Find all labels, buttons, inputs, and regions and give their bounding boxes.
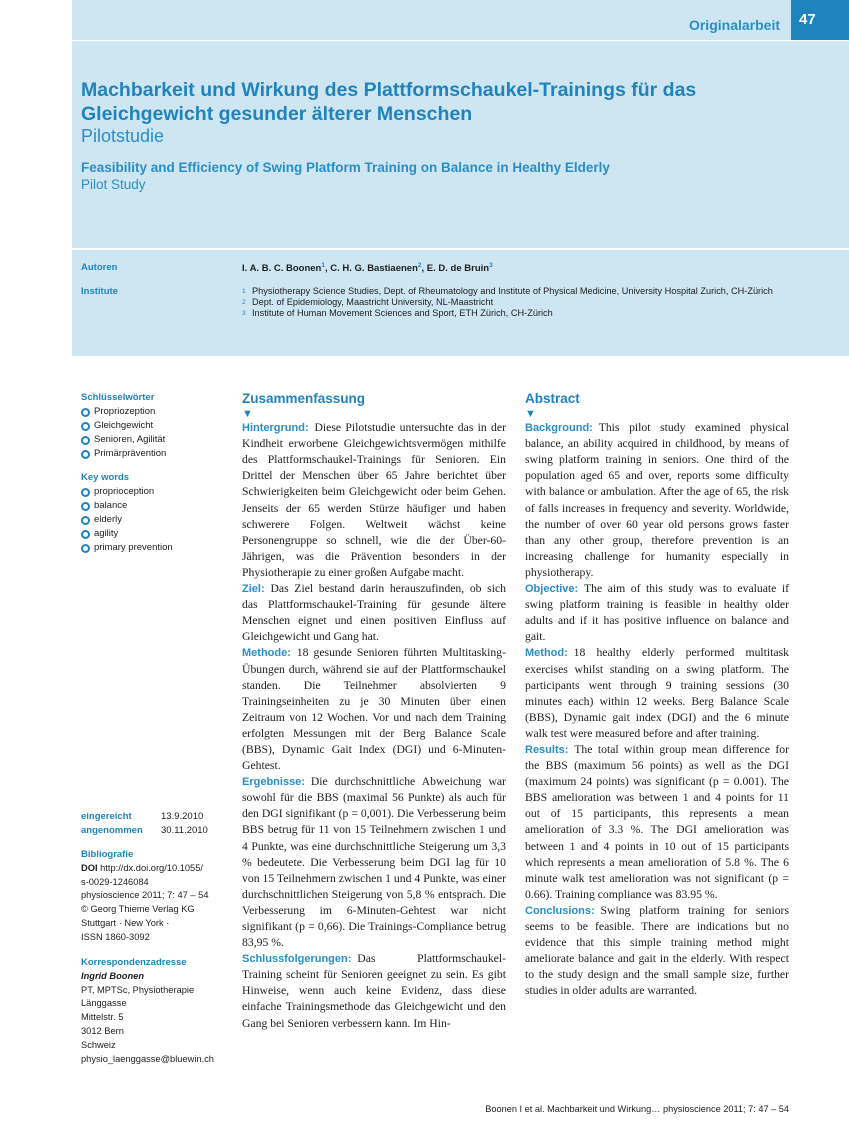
keyword-item bbox=[81, 541, 231, 555]
abstract-section bbox=[525, 742, 789, 903]
copyright: © Georg Thieme Verlag KG bbox=[81, 904, 195, 915]
institute-number: 1 bbox=[242, 288, 246, 295]
author-affiliation: 3 bbox=[489, 262, 493, 269]
abstract-column bbox=[525, 391, 789, 999]
section-label: Hintergrund: bbox=[242, 422, 309, 435]
section-text: Die durchschnittliche Abweichung war sowohl für die BBS (maximal 56 Punkte) als auch für den DGI signifikant (p = 0,001). Die Verbesserung beim BBS betrug für 11 von 15 Teilnehmern zwischen 1 und 4 Punkte, was eine durchschnittliche Steigerung um 3,3 % bedeutete. Die Verbesserung beim DGI lag für 10 von 15 Teilnehmern zwischen 1 und 4 Punkte, was einer durchschnittlichen Steigerung von 5,8 % entsprach. Die Verbesserung im 6-Minuten-Gehtest war nicht signifikant (p = 0,66). Die Trainings-Compliance betrug 83,95 %. bbox=[242, 775, 506, 950]
section-label: Originalarbeit bbox=[688, 17, 780, 33]
correspondence-block bbox=[81, 956, 241, 1066]
section-label: Results: bbox=[525, 743, 569, 756]
keyword-text: Propriozeption bbox=[94, 406, 156, 417]
keyword-item bbox=[81, 499, 231, 513]
english-title: Feasibility and Efficiency of Swing Platform Training on Balance in Healthy Elderly bbox=[81, 160, 610, 175]
keyword-text: balance bbox=[94, 500, 128, 511]
keyword-item bbox=[81, 405, 231, 419]
institutes-label: Institute bbox=[81, 286, 118, 297]
dates-block bbox=[81, 810, 208, 838]
bibliography-block bbox=[81, 848, 231, 945]
correspondence-line: physio_laenggasse@bluewin.ch bbox=[81, 1053, 214, 1064]
bibliography-heading: Bibliografie bbox=[81, 849, 134, 860]
circle-bullet-icon bbox=[81, 488, 90, 497]
keyword-text: elderly bbox=[94, 514, 122, 525]
keyword-text: Senioren, Agilität bbox=[94, 434, 166, 445]
circle-bullet-icon bbox=[81, 502, 90, 511]
institute-number: 2 bbox=[242, 299, 246, 306]
abstract-section bbox=[525, 581, 789, 645]
abstract-section bbox=[242, 774, 506, 951]
keyword-text: proprioception bbox=[94, 486, 155, 497]
institute-text: Institute of Human Movement Sciences and Sport, ETH Zürich, CH-Zürich bbox=[252, 308, 553, 318]
article-title: Machbarkeit und Wirkung des Plattformschaukel-Trainings für das Gleichgewicht gesunder älterer Menschen bbox=[81, 79, 697, 125]
institute-number: 3 bbox=[242, 310, 246, 317]
circle-bullet-icon bbox=[81, 516, 90, 525]
keyword-text: primary prevention bbox=[94, 542, 173, 553]
abstract-section bbox=[525, 903, 789, 1000]
doi-suffix: s-0029-1246084 bbox=[81, 876, 149, 887]
circle-bullet-icon bbox=[81, 530, 90, 539]
section-text: Swing platform training for seniors seems to be feasible. There are indications but no evidence that this simple training method might ameliorate balance and gait in the elderly. With respect to the study design and the small sample size, further studies in older adults are warranted. bbox=[525, 903, 789, 998]
english-subtitle: Pilot Study bbox=[81, 177, 146, 192]
abstract-heading: Abstract bbox=[525, 391, 580, 406]
doi-link[interactable]: http://dx.doi.org/10.1055/ bbox=[100, 862, 203, 873]
keyword-item bbox=[81, 447, 231, 461]
author-name: C. H. G. Bastiaenen bbox=[330, 263, 418, 275]
zusammenfassung-heading: Zusammenfassung bbox=[242, 391, 366, 406]
correspondence-line: PT, MPTSc, Physiotherapie bbox=[81, 984, 195, 995]
section-text: The total within group mean difference for the BBS (maximum 56 points) as well as the DGI (maximum 24 points) was significant (p = 0.001). The BBS amelioration was between 1 and 4 points for 11 out of 15 participants, this represents a mean amelioration of 3.3 %. The DGI amelioration was between 1 and 4 points in 10 out of 15 participants which represents a mean amelioration of 5.8 %. The 6 minute walk test amelioration was not significant (p = 0.66). Training compliance was 83.95 %. bbox=[525, 742, 789, 901]
institute-item bbox=[242, 297, 802, 308]
correspondence-name: Ingrid Boonen bbox=[81, 970, 145, 981]
author-separator: , bbox=[324, 263, 331, 275]
section-text: 18 gesunde Senioren führten Multitasking-Übungen durch, während sie auf der Plattformschaukel standen. Die Teilnehmer absolvierten 9 Trainingseinheiten zu je 30 Minuten über einen Zeitraum von 12 Wochen. Vor und nach dem Training erfolgten Messungen mit der Berg Balance Scale (BBS), Dynamic Gait Index (DGI) und 6-Minuten-Gehtest. bbox=[242, 646, 506, 773]
keywords-de-heading: Schlüsselwörter bbox=[81, 392, 155, 403]
section-text: The aim of this study was to evaluate if swing platform training is feasible in healthy older adults and if it has positive influence on balance and gait. bbox=[525, 582, 789, 644]
abstract-section bbox=[525, 645, 789, 742]
section-marker-icon: ▼ bbox=[242, 408, 253, 421]
correspondence-heading: Korrespondenzadresse bbox=[81, 957, 187, 968]
section-text: Das Plattformschaukel-Training scheint für Senioren geeignet zu sein. Es gibt Hinweise, wenn auch keine Evidenz, dass diese einfache Trainingsmethode das Gleichgewicht und den Gang bei Senioren verbessern kann. Im Hin- bbox=[242, 952, 506, 1030]
zusammenfassung-column bbox=[242, 391, 506, 1032]
section-label: Schlussfolgerungen: bbox=[242, 953, 352, 966]
abstract-section bbox=[242, 951, 506, 1031]
keyword-text: agility bbox=[94, 528, 119, 539]
section-label: Objective: bbox=[525, 583, 579, 596]
received-label: eingereicht bbox=[81, 811, 132, 822]
section-label: Method: bbox=[525, 647, 568, 660]
author-name: E. D. de Bruin bbox=[426, 263, 490, 275]
keyword-item bbox=[81, 419, 231, 433]
author-list bbox=[242, 262, 493, 274]
keywords-de bbox=[81, 391, 231, 461]
keywords-en bbox=[81, 471, 231, 555]
correspondence-line: 3012 Bern bbox=[81, 1025, 124, 1036]
institute-item bbox=[242, 286, 802, 297]
section-text: Das Ziel bestand darin herauszufinden, ob sich das Plattformschaukel-Training für gesunde ältere Menschen eignet und einen positiven Einfluss auf Gleichgewicht und Gang hat. bbox=[242, 582, 506, 644]
article-subtitle: Pilotstudie bbox=[81, 126, 165, 146]
section-label: Methode: bbox=[242, 647, 291, 660]
institute-text: Dept. of Epidemiology, Maastricht University, NL-Maastricht bbox=[252, 297, 494, 307]
section-label: Ergebnisse: bbox=[242, 776, 305, 789]
correspondence-line: Länggasse bbox=[81, 998, 127, 1009]
keywords-en-heading: Key words bbox=[81, 472, 130, 483]
keyword-text: Primärprävention bbox=[94, 448, 167, 459]
circle-bullet-icon bbox=[81, 408, 90, 417]
doi-label: DOI bbox=[81, 862, 98, 873]
author-affiliation: 1 bbox=[321, 262, 325, 269]
keyword-item bbox=[81, 485, 231, 499]
journal-ref: physioscience 2011; 7: 47 – 54 bbox=[81, 890, 209, 901]
correspondence-line: Schweiz bbox=[81, 1039, 116, 1050]
author-name: I. A. B. C. Boonen bbox=[242, 263, 322, 275]
accepted-label: angenommen bbox=[81, 825, 143, 836]
abstract-section bbox=[525, 420, 789, 581]
section-text: Diese Pilotstudie untersuchte das in der Kindheit erworbene Gleichgewichtsvermögen mithilfe des Plattformschaukel-Trainings für Senioren. Ein Drittel der Menschen über 65 Jahre berichtet über Schwierigkeiten beim Gleichgewicht oder beim Gehen. Jenseits der 65 werden Stürze häufiger und haben schwerere Folgen. Weltweit wächst keine Personengruppe so schnell, wie die der Über-60-Jährigen, was die Prävention besonders in der Physiotherapie zu einer großen Aufgabe macht. bbox=[242, 421, 506, 579]
header-divider bbox=[72, 248, 849, 250]
received-date: 13.9.2010 bbox=[161, 811, 204, 822]
authors-label: Autoren bbox=[81, 262, 118, 273]
institute-text: Physiotherapy Science Studies, Dept. of Rheumatology and Institute of Physical Medicine, University Hospital Zurich, CH-Zürich bbox=[252, 286, 773, 296]
issn: ISSN 1860-3092 bbox=[81, 931, 150, 942]
section-label: Ziel: bbox=[242, 583, 265, 596]
keyword-text: Gleichgewicht bbox=[94, 420, 154, 431]
header-divider bbox=[72, 40, 849, 41]
page-number: 47 bbox=[791, 0, 849, 40]
institute-list bbox=[242, 286, 802, 319]
keyword-item bbox=[81, 513, 231, 527]
circle-bullet-icon bbox=[81, 436, 90, 445]
circle-bullet-icon bbox=[81, 422, 90, 431]
keyword-item bbox=[81, 527, 231, 541]
abstract-section bbox=[242, 645, 506, 774]
section-marker-icon: ▼ bbox=[525, 408, 536, 421]
section-label: Background: bbox=[525, 422, 593, 435]
circle-bullet-icon bbox=[81, 544, 90, 553]
circle-bullet-icon bbox=[81, 450, 90, 459]
accepted-date: 30.11.2010 bbox=[161, 825, 208, 836]
keyword-item bbox=[81, 433, 231, 447]
correspondence-line: Mittelstr. 5 bbox=[81, 1012, 124, 1023]
section-text: 18 healthy elderly performed multitask exercises whilst standing on a swing platform. The participants went through 9 training sessions (30 minutes each) within 12 weeks. Berg Balance Scale (BBS), Dynamic gait index (DGI) and the 6 minute walk test were measured before and after training. bbox=[525, 646, 789, 740]
section-label: Conclusions: bbox=[525, 904, 595, 917]
author-separator: , bbox=[421, 263, 427, 275]
abstract-section bbox=[242, 581, 506, 645]
author-affiliation: 2 bbox=[417, 262, 422, 269]
abstract-section bbox=[242, 420, 506, 581]
section-text: This pilot study examined physical balance, an ability acquired in childhood, by means of swing platform training in seniors. One third of the population aged 65 and over, reports some difficulty with balance or ambulation. After the age of 65, the risk of falls increases in frequency and severity. Worldwide, the number of over 60 year old persons grows faster than any other group, therefore prevention is an increasing challenge for humanity especially in physiotherapy. bbox=[525, 421, 789, 579]
institute-item bbox=[242, 308, 802, 319]
footer-citation: Boonen I et al. Machbarkeit und Wirkung… physioscience 2011; 7: 47 – 54 bbox=[485, 1104, 789, 1114]
publisher-city: Stuttgart · New York · bbox=[81, 917, 170, 928]
